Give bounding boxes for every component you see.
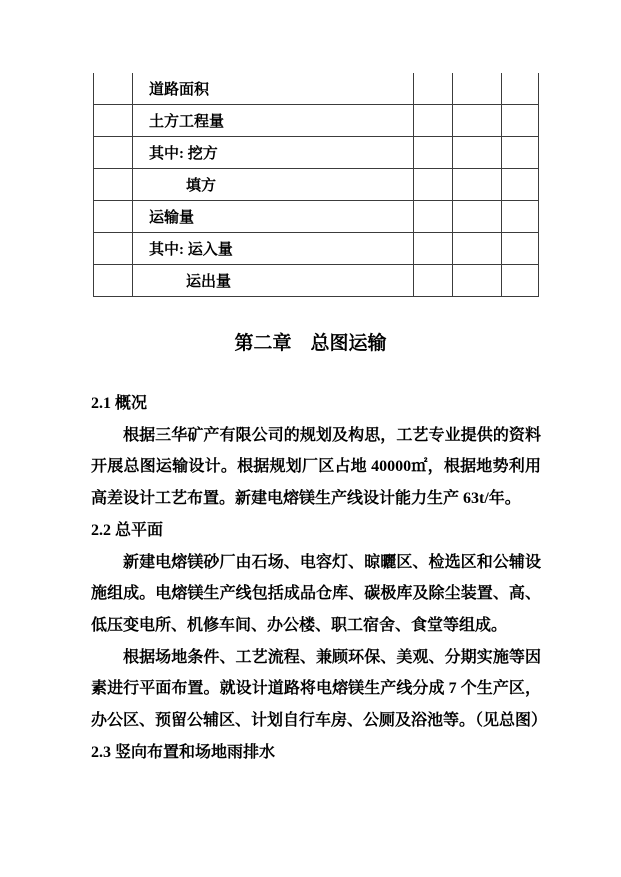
- value-cell: [502, 201, 539, 233]
- table-row: [94, 201, 539, 233]
- paragraph: 根据场地条件、工艺流程、兼顾环保、美观、分期实施等因素进行平面布置。就设计道路将电熔镁生产线分成 7 个生产区，办公区、预留公辅区、计划自行车房、公厕及浴池等。（见总图）: [91, 648, 548, 730]
- quantities-summary-table: [93, 73, 539, 297]
- table-row: [94, 105, 539, 137]
- value-cell: [414, 137, 453, 169]
- value-cell: [414, 265, 453, 297]
- value-cell: [502, 105, 539, 137]
- value-cell: [414, 105, 453, 137]
- chapter-heading: 第二章 总图运输: [234, 333, 387, 354]
- row-label-cell: 土方工程量: [133, 105, 414, 137]
- row-label-cell: 道路面积: [133, 73, 414, 105]
- index-cell: [94, 265, 133, 297]
- table-row: [94, 73, 539, 105]
- value-cell: [453, 201, 502, 233]
- value-cell: [502, 169, 539, 201]
- value-cell: [414, 201, 453, 233]
- value-cell: [453, 73, 502, 105]
- index-cell: [94, 105, 133, 137]
- index-cell: [94, 169, 133, 201]
- paragraph: 根据三华矿产有限公司的规划及构思，工艺专业提供的资料开展总图运输设计。根据规划厂区占地 40000㎡，根据地势利用高差设计工艺布置。新建电熔镁生产线设计能力生产 63t/年。: [91, 426, 541, 508]
- value-cell: [453, 137, 502, 169]
- table-row: [94, 233, 539, 265]
- table-row: [94, 169, 539, 201]
- row-label-cell: 其中: 运入量: [133, 233, 414, 265]
- value-cell: [453, 233, 502, 265]
- index-cell: [94, 233, 133, 265]
- section-title-2-3: 2.3 竖向布置和场地雨排水: [91, 743, 276, 761]
- index-cell: [94, 73, 133, 105]
- value-cell: [502, 73, 539, 105]
- value-cell: [453, 169, 502, 201]
- row-label-cell: 运输量: [133, 201, 414, 233]
- table-row: [94, 265, 539, 297]
- value-cell: [453, 265, 502, 297]
- value-cell: [414, 73, 453, 105]
- section-title-2-1: 2.1 概况: [91, 395, 148, 412]
- section-title-2-2: 2.2 总平面: [91, 521, 164, 539]
- value-cell: [414, 169, 453, 201]
- index-cell: [94, 137, 133, 169]
- paragraph: 新建电熔镁砂厂由石场、电容灯、晾曬区、检选区和公辅设施组成。电熔镁生产线包括成品仓库、碳极库及除尘装置、高、低压变电所、机修车间、办公楼、职工宿舍、食堂等组成。: [91, 553, 541, 634]
- row-label-cell: 运出量: [133, 265, 414, 297]
- value-cell: [453, 105, 502, 137]
- index-cell: [94, 201, 133, 233]
- value-cell: [502, 137, 539, 169]
- value-cell: [502, 265, 539, 297]
- value-cell: [502, 233, 539, 265]
- document-body: [91, 388, 548, 768]
- row-label-cell: 填方: [133, 169, 414, 201]
- row-label-cell: 其中: 挖方: [133, 137, 414, 169]
- table-row: [94, 137, 539, 169]
- value-cell: [414, 233, 453, 265]
